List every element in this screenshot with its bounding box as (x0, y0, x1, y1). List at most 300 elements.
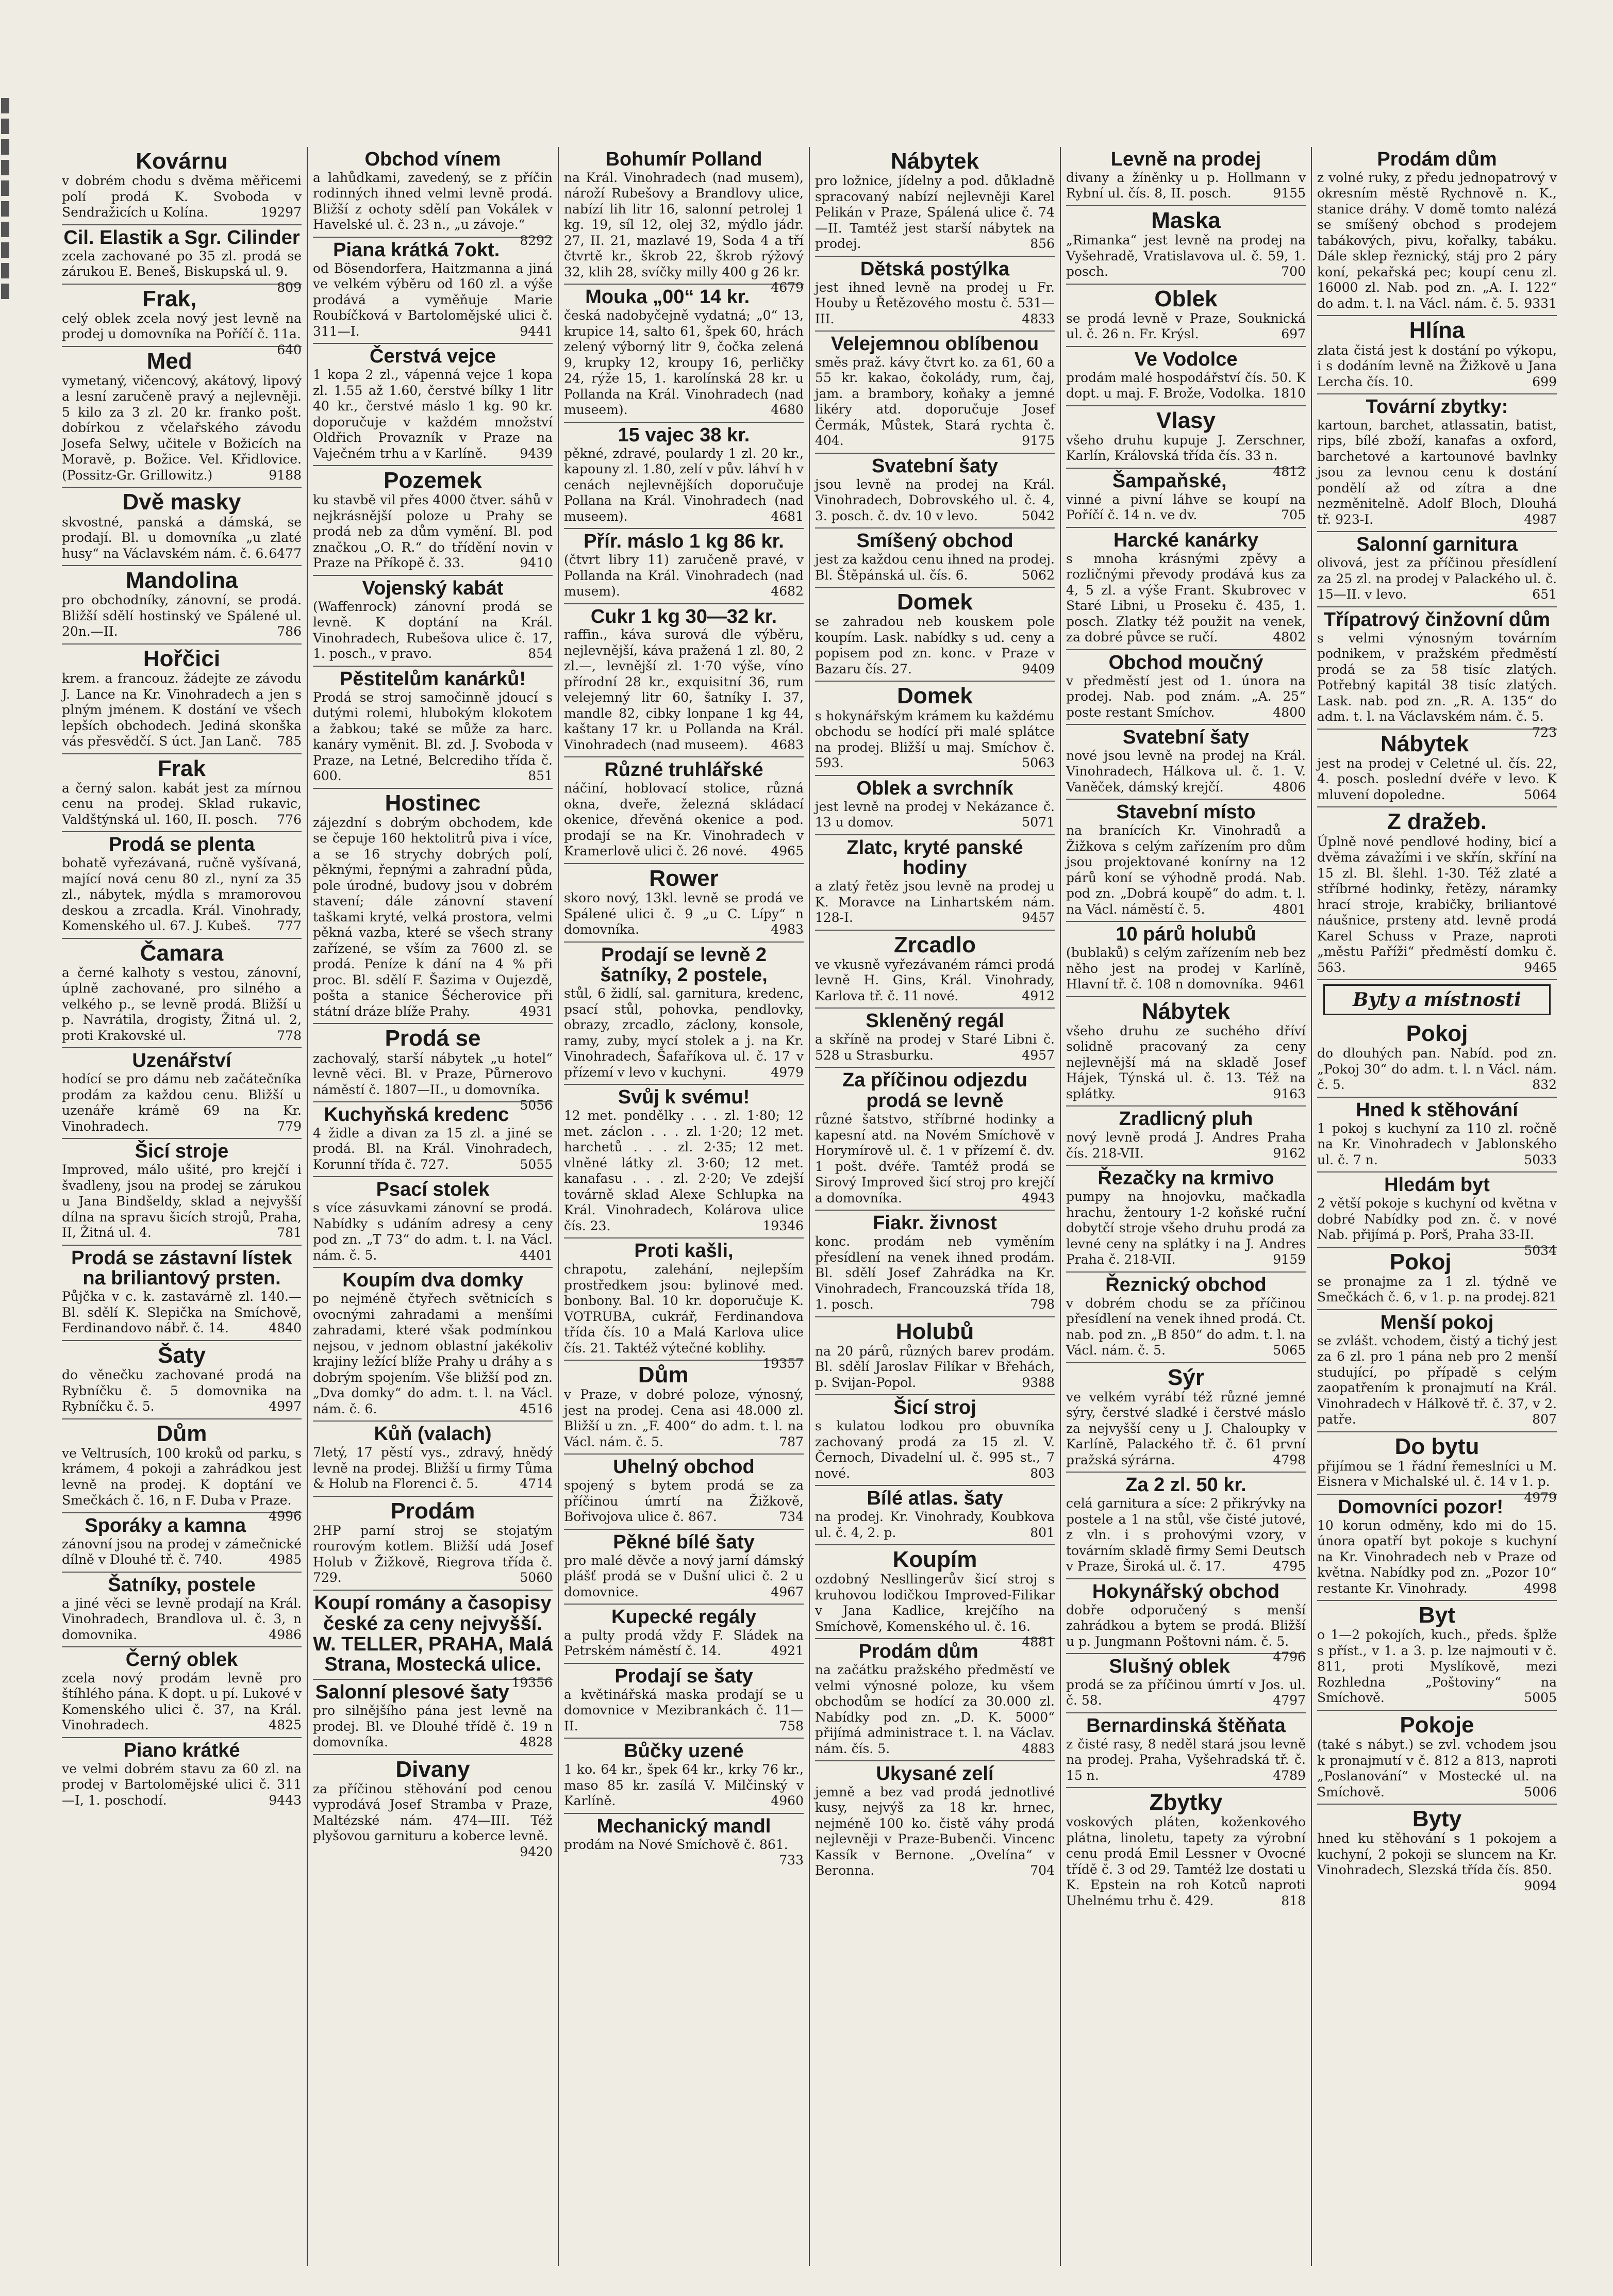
ad-heading: Kuchyňská kredenc (324, 1104, 509, 1126)
classified-ad (62, 347, 302, 488)
classified-ad (62, 1647, 302, 1738)
ad-number: 6477 (269, 546, 302, 561)
ad-body (1317, 1627, 1557, 1706)
classified-ad (564, 943, 804, 1085)
classified-ad (815, 454, 1055, 528)
ad-heading: Smíšený obchod (856, 530, 1013, 552)
ad-number: 5062 (1022, 567, 1055, 583)
ad-number: 4789 (1273, 1768, 1306, 1783)
ad-body (815, 614, 1055, 677)
classified-ad (62, 225, 302, 295)
ad-body (62, 1761, 302, 1809)
ad-heading: Salonní plesové šaty (315, 1681, 509, 1704)
classified-ad (313, 1177, 553, 1268)
ad-heading: Prodá se (385, 1026, 481, 1051)
ad-number: 779 (277, 1118, 302, 1134)
ad-text: 2HP parní stroj se stojatým rourovým kotlem. Bližší udá Josef Holub v Žižkově, Riegrova třída č. 729. (313, 1523, 553, 1585)
ad-body (564, 627, 804, 753)
classified-ad (62, 1419, 302, 1524)
ad-text: zcela nový prodám levně pro štíhlého pána. K dopt. u pí. Lukové v Komenského ulici č. 37, na Král. Vinohradech. (62, 1670, 302, 1733)
ad-number: 856 (1030, 236, 1055, 252)
ad-text: pro malé děvče a nový jarní dámský plášť prodá se v Dušní ulici č. 2 u domovnice. (564, 1552, 804, 1599)
ad-number: 1810 (1273, 386, 1306, 401)
classified-ad (564, 1455, 804, 1529)
ad-number: 4797 (1273, 1693, 1306, 1708)
ad-number: 9443 (269, 1792, 302, 1808)
ad-number: 5006 (1524, 1784, 1557, 1799)
classified-ad (815, 147, 1055, 257)
ad-text: z čisté rasy, 8 neděl stará jsou levně na prodej. Praha, Vyšehradská tř. č. 15 n. (1066, 1736, 1306, 1783)
ad-body (815, 1418, 1055, 1481)
ad-heading: Hořčici (143, 646, 221, 671)
ad-number: 19357 (762, 1356, 804, 1372)
ad-body (1066, 492, 1306, 523)
binding-edge-marks (1, 98, 13, 304)
classified-ad (62, 1738, 302, 1812)
ad-text: na 20 párů, různých barev prodám. Bl. sdělí Jaroslav Filíkar v Břehách, p. Svijan-Popol. (815, 1343, 1055, 1390)
ad-number: 4921 (771, 1643, 804, 1659)
ad-text: směs praž. kávy čtvrt ko. za 61, 60 a 55 kr. kakao, čokolády, rum, čaj, jam. a brambory, koňaky a jemné likéry atd. doporučuje Josef Čermák, Můstek, Stará rychta č. 404. (815, 354, 1055, 449)
classified-ad (62, 754, 302, 833)
ad-body (1066, 311, 1306, 342)
ad-text: krem. a francouz. žádejte ze závodu J. Lance na Kr. Vinohradech a jen s plným jménem. K dostání ve všech lepších obchodech. Jediná skonška vás přesvědčí. S úct. Jan Lanč. (62, 671, 302, 749)
ad-number: 19356 (511, 1675, 553, 1691)
ad-heading: Pokoj (1406, 1021, 1468, 1047)
ad-body (1317, 756, 1557, 803)
ad-heading: Zradlicný pluh (1119, 1108, 1253, 1130)
classified-ad (62, 1573, 302, 1647)
ad-body (564, 1262, 804, 1372)
ad-number: 4883 (1022, 1741, 1055, 1756)
classified-ad (1066, 1713, 1306, 1788)
classified-ad (313, 1680, 553, 1755)
ad-body (815, 355, 1055, 449)
classified-ad (1066, 347, 1306, 406)
ad-column (809, 147, 1060, 2266)
ad-body (564, 170, 804, 295)
ad-heading: Obchod moučný (1108, 651, 1263, 673)
ad-text: chrapotu, zalehání, nejlepším prostředkem jsou: bylinové med. bonbony. Bal. 10 kr. doporučuje K. VOTRUBA, cukrář, Ferdinandova třída čís. 10 a Malá Karlova ulice čís. 21. Taktéž výtečné koblihy. (564, 1262, 804, 1356)
ad-body (564, 446, 804, 525)
ad-heading: Fiakr. živnost (873, 1212, 997, 1234)
ad-number: 4828 (520, 1735, 553, 1750)
classified-ad (313, 1102, 553, 1177)
ad-body (815, 477, 1055, 524)
ad-body (313, 261, 553, 340)
ad-text: z volné ruky, z předu jednopatrový v okresním městě Rychnově n. K., stanice dráhy. V domě tomto nalézá se smíšený obchod s prodejem tabákových, pivu, kořalky, tabáku. Dále sklep řeznický, stáj pro 2 páry koní, pekařská pec; koupí cenu zl. 16000 zl. Nab. pod zn. „A. I. 122“ do adm. t. l. na Václ. nám. č. 5. (1317, 170, 1557, 311)
ad-number: 5055 (520, 1157, 553, 1172)
classified-ad (1317, 394, 1557, 532)
ad-text: 7letý, 17 pěstí vys., zdravý, hnědý levně na prodej. Bližší u firmy Tůma & Holub na Florenci č. 5. (313, 1445, 553, 1492)
ad-heading: Domovníci pozor! (1338, 1496, 1504, 1518)
classified-ad (313, 1422, 553, 1496)
ad-text: ve velkém vyrábí též různé jemné sýry, čerstvé sladké i čerstvé máslo za nejvyšší ceny u J. Chaloupky v Karlíně, Palackého tř. č. 61 první pražská sýrárna. (1066, 1389, 1306, 1467)
ad-heading: Prodám dům (858, 1641, 978, 1663)
ad-body (815, 799, 1055, 831)
ad-body (815, 1785, 1055, 1879)
ad-body (313, 492, 553, 571)
classified-ad (1066, 1273, 1306, 1363)
ad-column (307, 147, 558, 2266)
classified-ad (62, 832, 302, 938)
classified-ad (815, 1545, 1055, 1650)
ad-heading: Proti kašli, (634, 1240, 734, 1262)
classified-ad (1317, 1495, 1557, 1601)
ad-body (564, 890, 804, 938)
ad-text: a zlatý řetěz jsou levně na prodej u K. Moravce na Linhartském nám. 128-I. (815, 879, 1055, 926)
ad-heading: Pěstitelům kanárků! (339, 668, 526, 690)
ad-body (313, 1523, 553, 1586)
ad-body (62, 855, 302, 934)
ad-body (1066, 170, 1306, 202)
ad-number: 851 (528, 768, 553, 784)
ad-heading: Velejemnou oblíbenou (830, 333, 1039, 355)
classified-ad (1317, 147, 1557, 316)
ad-heading: Skleněný regál (866, 1010, 1004, 1032)
ad-heading: Svatební šaty (872, 455, 998, 477)
ad-body (1317, 834, 1557, 976)
ad-text: jest levně na prodej v Nekázance č. 13 u domov. (815, 799, 1055, 830)
ad-heading: Divany (395, 1756, 470, 1782)
ad-text: po nejméně čtyřech světnicích s ovocnými zahradami a menšími zahradami, které však podmínkou nejsou, v jednom oblastní jakékoliv krajiny ležící blíže Prahy u dráhy a s dobrým spojením. Vše bližší pod zn. „Dva domky“ do adm. t. l. na Václ. nám. č. 6. (313, 1291, 553, 1416)
classified-ad (564, 864, 804, 943)
ad-text: ve vkusně vyřezávaném rámci prodá levně H. Gins, Král. Vinohrady, Karlova tř. č. 11 nové. (815, 956, 1055, 1003)
ad-heading: Prodá se zástavní lístek na briliantový prsten. (71, 1247, 292, 1290)
ad-number: 734 (779, 1509, 804, 1525)
ad-text: s více zásuvkami zánovní se prodá. Nabídky s udáním adresy a ceny pod zn. „T 73“ do adm. t. l. na Václ. nám. č. 5. (313, 1200, 553, 1263)
classified-ad (62, 1341, 302, 1419)
classified-ad (313, 238, 553, 344)
classified-ad (1066, 725, 1306, 800)
ad-heading: Sýr (1168, 1364, 1204, 1390)
ad-number: 4957 (1022, 1047, 1055, 1063)
classified-ad (62, 645, 302, 754)
ad-number: 651 (1532, 587, 1557, 602)
classified-ad (815, 257, 1055, 332)
classified-ad (815, 528, 1055, 588)
ad-body (62, 310, 302, 357)
classified-ad (313, 466, 553, 576)
ad-body (313, 1445, 553, 1492)
ad-heading: Frak, (142, 286, 197, 311)
ad-text: od Bösendorfera, Haitzmanna a jiná ve velkém výběru od 160 zl. a výše prodává a vyměňuje Marie Roubíčková v Bartolomějské ulici č. 311—I. (313, 260, 553, 339)
classifieds-page (57, 147, 1562, 2266)
ad-body (62, 781, 302, 828)
ad-body (1066, 1390, 1306, 1468)
ad-body (1066, 233, 1306, 280)
ad-body (1066, 1023, 1306, 1102)
ad-text: a jiné věci se levně prodají na Král. Vinohradech, Brandlova ul. č. 3, n domovnika. (62, 1595, 302, 1642)
classified-ad (564, 423, 804, 529)
ad-number: 776 (277, 812, 302, 827)
ad-number: 9159 (1273, 1252, 1306, 1267)
ad-number: 4881 (1022, 1634, 1055, 1650)
ad-text: „Rimanka“ jest levně na prodej na Vyšehradě, Vratislavova ul. č. 59, 1. posch. (1066, 233, 1306, 279)
ad-body (815, 1509, 1055, 1541)
ad-heading: Piano krátké (123, 1739, 240, 1761)
classified-ad (62, 285, 302, 357)
ad-body (564, 1478, 804, 1525)
ad-body (815, 1344, 1055, 1391)
classified-ad (1066, 469, 1306, 528)
ad-heading: Uzenářství (132, 1050, 231, 1072)
ad-heading: Oblek (1154, 286, 1218, 311)
ad-number: 4714 (520, 1476, 553, 1492)
ad-body (564, 781, 804, 860)
classified-ad (62, 1513, 302, 1573)
ad-text: na začátku pražského předměstí ve velmi výnosné poloze, ku všem obchodům se hodící za 30.000 zl. Nabídky pod zn. „D. K. 5000“ přijímá administrace t. l. na Václav. nám. čís. 5. (815, 1662, 1055, 1756)
ad-body (564, 1628, 804, 1659)
classified-ad (313, 1024, 553, 1113)
ad-number: 4998 (1524, 1580, 1557, 1596)
ad-heading: Šicí stroje (135, 1141, 229, 1163)
ad-heading: Čerstvá vejce (369, 345, 496, 368)
ad-text: prodá se za příčinou úmrtí v Jos. ul. č. 58. (1066, 1677, 1306, 1708)
ad-number: 4801 (1273, 901, 1306, 917)
ad-number: 9155 (1273, 186, 1306, 201)
classified-ad (564, 1605, 804, 1664)
ad-text: a černé kalhoty s vestou, zánovní, úplně zachované, pro silného a velkého p., se levně prodá. Bližší u p. Navrátila, drogisty, Žitná ul. 2, proti Krakovské ul. (62, 965, 302, 1043)
ad-number: 733 (779, 1853, 804, 1868)
ad-heading: Řezačky na krmivo (1097, 1167, 1274, 1190)
ad-body (1066, 1737, 1306, 1784)
classified-ad (1317, 1172, 1557, 1258)
ad-body (815, 173, 1055, 252)
ad-body (564, 1762, 804, 1809)
ad-heading: Domek (897, 683, 973, 709)
ad-number: 19346 (762, 1218, 804, 1233)
ad-text: 12 met. pondělky . . . zl. 1·80; 12 met. záclon . . . zl. 1·20; 12 met. harchetů . . . zl. 2·35; 12 met. vlněné látky zl. 3·60; 12 met. kanafasu . . . zl. 2·20; Ve zdejší továrně sklad Alexe Schlupka na Král. Vinohradech, Kolárova ulice čís. 23. (564, 1108, 804, 1233)
ad-number: 9457 (1022, 910, 1055, 926)
ad-number: 807 (1532, 1412, 1557, 1427)
classified-ad (1317, 807, 1557, 980)
ad-heading: Mandolina (125, 568, 238, 593)
ad-text: s hokynářským krámem ku každému obchodu se hodící při malé splátce na prodej. Bližší u maj. Smíchov č. 593. (815, 708, 1055, 771)
ad-heading: Třípatrový činžovní dům (1323, 608, 1551, 631)
ad-number: 5042 (1022, 508, 1055, 523)
ad-text: zcela zachované po 35 zl. prodá se zárukou E. Beneš, Biskupská ul. 9. (62, 248, 302, 279)
ad-number: 4681 (771, 508, 804, 524)
classified-ad (564, 1664, 804, 1739)
classified-ad (564, 757, 804, 864)
ad-body (62, 1162, 302, 1241)
classified-ad (1317, 607, 1557, 740)
ad-heading: Oblek a svrchník (856, 777, 1013, 799)
ad-number: 4401 (520, 1247, 553, 1263)
ad-heading: Prodá se plenta (109, 834, 255, 856)
ad-body (62, 1596, 302, 1643)
ad-body (1066, 1814, 1306, 1909)
ad-number: 785 (277, 734, 302, 749)
ad-number: 758 (779, 1718, 804, 1733)
ad-number: 4833 (1022, 311, 1055, 326)
ad-body (62, 1071, 302, 1134)
ad-heading: Frak (158, 755, 206, 781)
classified-ad (1066, 1363, 1306, 1473)
ad-body (62, 515, 302, 562)
classified-ad (1317, 1310, 1557, 1432)
ad-heading: Bílé atlas. šaty (867, 1488, 1003, 1510)
ad-heading: Holubů (895, 1318, 974, 1344)
classified-ad (1066, 206, 1306, 285)
ad-column (57, 147, 307, 2266)
ad-heading: Tovární zbytky: (1366, 396, 1508, 418)
ad-heading: Řeznický obchod (1105, 1274, 1267, 1296)
ad-body (313, 690, 553, 784)
ad-body (62, 248, 302, 295)
classified-ad (313, 789, 553, 1025)
ad-heading: Rower (649, 865, 719, 891)
classified-ad (1066, 922, 1306, 997)
ad-body (1317, 1333, 1557, 1428)
ad-text: celý oblek zcela nový jest levně na prodej u domovníka na Poříčí č. 11a. (62, 310, 302, 342)
classified-ad (1066, 800, 1306, 922)
ad-heading: Menší pokoj (1380, 1311, 1494, 1333)
ad-text: spojený s bytem prodá se za příčinou úmrtí na Žižkově, Bořivojova ulice č. 867. (564, 1478, 804, 1525)
ad-heading: Cukr 1 kg 30—32 kr. (590, 605, 777, 627)
classified-ad (313, 344, 553, 466)
ad-heading: Dům (638, 1362, 689, 1388)
ad-number: 4931 (520, 1003, 553, 1019)
classified-ad (313, 1591, 553, 1691)
classified-ad (1066, 406, 1306, 479)
ad-number: 4986 (269, 1627, 302, 1642)
ad-number: 5060 (520, 1570, 553, 1585)
ad-body (564, 1387, 804, 1450)
ad-text: všeho druhu kupuje J. Zerschner, Karlín, Královská třída čís. 33 n. (1066, 432, 1306, 464)
ad-body (564, 1108, 804, 1234)
ad-body (1066, 432, 1306, 479)
classified-ad (1317, 1601, 1557, 1711)
ad-text: pro silnějšího pána jest levně na prodej. Bl. ve Dlouhé třídě č. 19 n domovníka. (313, 1703, 553, 1750)
classified-ad (1066, 1473, 1306, 1579)
ad-number: 5064 (1524, 787, 1557, 802)
ad-body (1317, 1046, 1557, 1093)
ad-heading: Různé truhlářské (604, 759, 763, 781)
ad-text: náčiní, hoblovací stolice, různá okna, dveře, železná skládací okenice, dřevěná okenice a pod. prodají se na Kr. Vinohradech v Kramerlově ulici č. 26 nové. (564, 781, 804, 859)
ad-text: o 1—2 pokojích, kuch., předs. šplže s příst., v 1. a 3. p. lze najmouti v č. 811, proti Myslíkově, mezi Rozhledna „Poštoviny“ na Smíchově. (1317, 1627, 1557, 1706)
ad-body (1066, 370, 1306, 402)
ad-number: 9409 (1022, 661, 1055, 676)
ad-text: bohatě vyřezávaná, ručně vyšívaná, mající nová cenu 80 zl., nyní za 35 zl., nábytek, mýdla s mramorovou deskou a zrcadla. Král. Vinohrady, Komenského ul. 67. J. Kubeš. (62, 855, 302, 934)
classified-ad (1317, 1711, 1557, 1805)
ad-number: 5033 (1524, 1152, 1557, 1167)
ad-body (815, 552, 1055, 583)
ad-text: 4 židle a divan za 15 zl. a jiné se prodá. Bl. na Král. Vinohradech, Korunní třída č. 727. (313, 1125, 553, 1172)
ad-text: voskových pláten, koženkového plátna, linoletu, tapety za výrobní cenu prodá Emil Lessner v Ovocné třídě č. 3 od 29. Tamtéž lze dostati u K. Epstein na roh Kotců naproti Uhelnému trhu č. 429. (1066, 1814, 1306, 1908)
classified-ad (62, 1048, 302, 1139)
ad-text: (bublaků) s celým zařízením neb bez něho jest na prodej v Karlíně, Hlavní tř. č. 108 n domovníka. (1066, 945, 1306, 992)
ad-heading: Koupím dva domky (342, 1269, 523, 1292)
classified-ad (313, 1268, 553, 1422)
ad-text: (Waffenrock) zánovní prodá se levně. K doptání na Král. Vinohradech, Rubešova ulice č. 17, 1. posch., v pravo. (313, 599, 553, 662)
ad-text: a lahůdkami, zavedený, se z příčin rodinných ihned velmi levně prodá. Bližší z ochoty sdělí pan Vokálek v Havelské ul. č. 23 n., „u závoje.“ (313, 170, 553, 233)
ad-text: ve velmi dobrém stavu za 60 zl. na prodej v Bartolomějské ulici č. 311—I, 1. poschodí. (62, 1761, 302, 1808)
ad-heading: Psací stolek (376, 1179, 490, 1201)
ad-text: 1 pokoj s kuchyní za 110 zl. ročně na Kr. Vinohradech v Jablonského ul. č. 7 n. (1317, 1120, 1557, 1167)
ad-number: 9410 (520, 555, 553, 571)
classified-ad (815, 1211, 1055, 1317)
ad-text: 10 korun odměny, kdo mi do 15. února opatří byt pokoje s kuchyní na Kr. Vinohradech neb v Praze od května. Nabídky pod zn. „Pozor 10“ restante Kr. Vinohrady. (1317, 1517, 1557, 1596)
ad-number: 704 (1030, 1863, 1055, 1878)
ad-heading: Kovárnu (136, 148, 228, 174)
ad-heading: Prodám (390, 1498, 475, 1524)
classified-ad (62, 488, 302, 566)
ad-text: do věnečku zachované prodá na Rybníčku č. 5 domovnika na Rybníčku č. 5. (62, 1367, 302, 1414)
ad-heading: Ukysané zelí (876, 1763, 994, 1785)
ad-text: Improved, málo ušité, pro krejčí i švadleny, jsou na prodej se zárukou u Jana Bindšeldy, sklad a nejvyšší dílna na spravu šicích strojů, Praha, II, Žitná ul. 4. (62, 1162, 302, 1241)
ad-body (1317, 1518, 1557, 1597)
ad-text: různé šatstvo, stříbrné hodinky a kapesní atd. na Novém Smíchově v Horymírově ul. č. 1 v přízemí č. dv. 1 pošt. dvéře. Tamtéž prodá se Sirový Improved šicí stroj pro krejčí a domovníka. (815, 1112, 1055, 1205)
classified-ad (1066, 528, 1306, 650)
ad-heading: Uhelný obchod (613, 1456, 755, 1478)
ad-body (62, 592, 302, 640)
ad-heading: Pokoje (1400, 1712, 1474, 1738)
ad-body (1066, 551, 1306, 646)
ad-number: 786 (277, 624, 302, 639)
ad-number: 818 (1281, 1893, 1306, 1908)
ad-heading: Za 2 zl. 50 kr. (1125, 1474, 1246, 1496)
ad-body (62, 1445, 302, 1524)
ad-number: 801 (1030, 1525, 1055, 1540)
ad-text: s velmi výnosným továrním podnikem, v pražském předměstí prodá se za 58 tisíc zlatých. Potřebný kapitál 38 tisíc zlatých. Lask. nab. pod zn. „R. A. 135“ do adm. t. l. na Václavském nám. č. 5. (1317, 630, 1557, 724)
ad-heading: Přír. máslo 1 kg 86 kr. (584, 531, 784, 553)
ad-body (62, 373, 302, 484)
ad-text: česká nadobyčejně vydatná; „0“ 13, krupice 14, salto 61, špek 60, hrách zelený výborný litr 9, čočka zelená 9, krupky 12, kroupy 16, perličky 24, rýže 15, 1. karolínská 28 kr. u Pollanda na Král. Vinohradech (nad museem). (564, 308, 804, 418)
ad-heading: Svatební šaty (1123, 726, 1249, 749)
ad-text: stůl, 6 židlí, sal. garnitura, kredenc, psací stůl, pohovka, pendlovky, obrazy, zrcadlo, záclony, konsole, ramy, zuby, mycí stolek a j. na Kr. Vinohradech, Šafaříkova ul. č. 17 v přízemí v levo v kuchyni. (564, 986, 804, 1080)
classified-ad (564, 604, 804, 758)
ad-heading: Z dražeb. (1387, 809, 1487, 835)
classified-ad (313, 576, 553, 667)
ad-text: jest za každou cenu ihned na prodej. Bl. Štěpánská ul. čís. 6. (815, 552, 1055, 583)
classified-ad (313, 1497, 553, 1591)
ad-number: 9461 (1273, 977, 1306, 992)
classified-ad (564, 285, 804, 422)
ad-body (62, 965, 302, 1044)
ad-text: všeho druhu ze suchého dříví solidně pracovaný za ceny nejlevnější má na skladě Josef Hájek, Týnská ul. č. 13. Též na splátky. (1066, 1023, 1306, 1101)
ad-heading: Bohumír Polland (605, 148, 762, 170)
ad-number: 821 (1532, 1290, 1557, 1305)
classified-ad (1066, 1654, 1306, 1713)
classified-ad (815, 1317, 1055, 1396)
ad-number: 9162 (1273, 1145, 1306, 1161)
ad-text: se pronajme za 1 zl. týdně ve Smečkách č. 6, v 1. p. na prodej. (1317, 1274, 1557, 1305)
ad-body (564, 986, 804, 1080)
ad-body (564, 1837, 804, 1868)
classified-ad (1066, 650, 1306, 725)
section-heading: Byty a místnosti (1323, 984, 1551, 1015)
ad-number: 4987 (1524, 511, 1557, 527)
ad-body (62, 1537, 302, 1568)
ad-heading: Vlasy (1156, 407, 1216, 433)
ad-heading: Prodám dům (1377, 148, 1497, 170)
ad-heading: Harcké kanárky (1113, 529, 1258, 551)
ad-heading: Stavební místo (1116, 801, 1256, 823)
classified-ad (815, 682, 1055, 775)
ad-body (1317, 1196, 1557, 1258)
ad-heading: Ve Vodolce (1134, 348, 1238, 370)
ad-text: zlata čistá jest k dostání po výkopu, i s dodáním levně na Žižkově u Jana Lercha čís. 10. (1317, 342, 1557, 389)
ad-body (1317, 1737, 1557, 1800)
ad-text: skvostné, panská a dámská, se prodají. Bl. u domovníka „u zlaté husy“ na Václavském nám. č. 6. (62, 514, 302, 561)
ad-number: 640 (277, 342, 302, 357)
ad-heading: Mouka „00“ 14 kr. (585, 286, 750, 308)
ad-number: 4802 (1273, 630, 1306, 645)
ad-number: 699 (1532, 374, 1557, 389)
ad-heading: Prodají se levně 2 šatníky, 2 postele, (600, 944, 768, 986)
classified-ad (564, 529, 804, 604)
